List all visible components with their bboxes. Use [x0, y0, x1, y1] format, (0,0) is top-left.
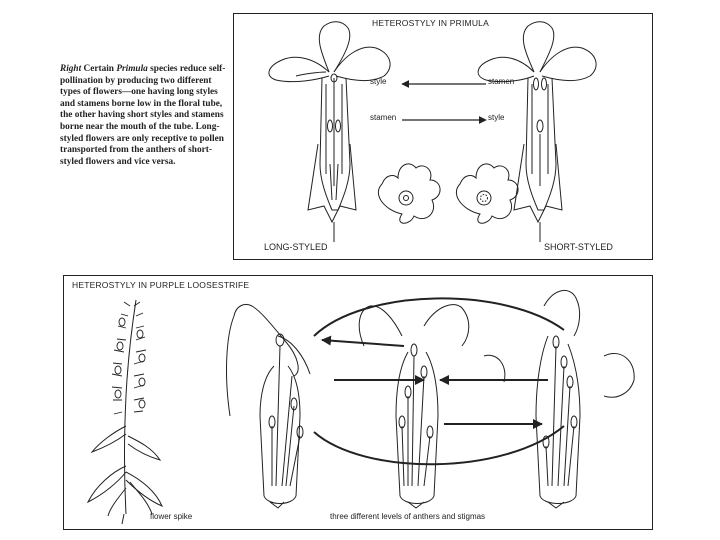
loosestrife-title: HETEROSTYLY IN PURPLE LOOSESTRIFE: [72, 280, 250, 290]
label-three-levels: three different levels of anthers and stigmas: [330, 512, 486, 521]
flower-spike-plant: [88, 300, 162, 524]
primula-panel: [233, 13, 653, 260]
short-styled-face-view: [456, 164, 518, 223]
arrow-arc-top: [314, 298, 564, 336]
short-styled-flower: [478, 22, 596, 242]
loosestrife-flower-3: [536, 290, 634, 508]
primula-title: HETEROSTYLY IN PRIMULA: [372, 18, 489, 28]
figure-caption: [60, 64, 228, 168]
loosestrife-panel: [63, 275, 653, 530]
label-long-styled: LONG-STYLED: [264, 242, 328, 252]
long-styled-flower: [269, 22, 390, 242]
label-stamen-left: stamen: [370, 113, 397, 122]
label-style-right: style: [488, 113, 505, 122]
arrow-upper-left: [322, 340, 404, 346]
caption-word-certain: Certain: [83, 64, 114, 74]
primula-illustration: [234, 14, 654, 261]
caption-text-b: Long-styled flowers are only receptive to pollen transported from the anthers of short-styled flowers and vice versa.: [60, 121, 224, 167]
arrow-arc-bottom: [314, 426, 564, 464]
caption-genus: Primula: [116, 64, 148, 74]
loosestrife-illustration: [64, 276, 654, 531]
long-styled-face-view: [378, 164, 440, 223]
label-short-styled: SHORT-STYLED: [544, 242, 613, 252]
caption-text-a: species reduce self-pollination by producing two different types of flowers—one having long styles and stamens borne low in the floral tube, the other having short styles and stamens borne near the mouth of the tube.: [60, 64, 226, 132]
label-style-left: style: [370, 77, 387, 86]
loosestrife-flower-1: [227, 304, 310, 508]
caption-lead: Right: [60, 64, 82, 74]
label-stamen-right: stamen: [488, 77, 515, 86]
label-flower-spike: flower spike: [150, 512, 193, 521]
loosestrife-flower-2: [359, 305, 505, 508]
